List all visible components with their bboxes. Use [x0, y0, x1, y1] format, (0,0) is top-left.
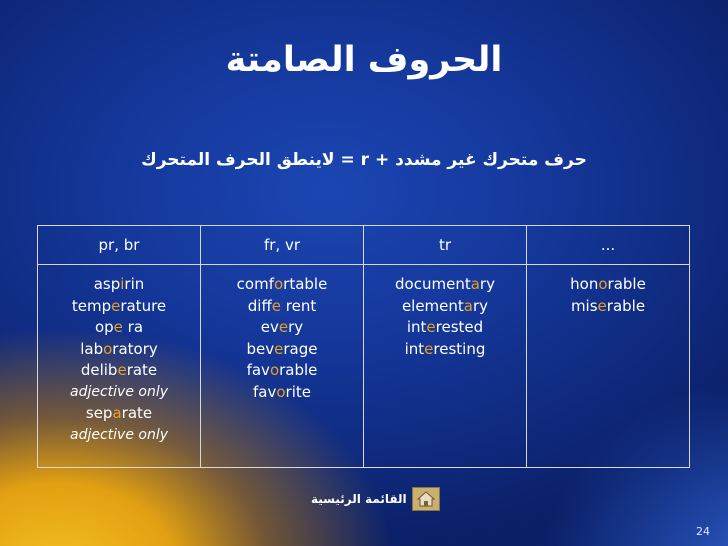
word-segment: rate: [121, 404, 153, 422]
home-icon: [417, 491, 435, 507]
word-segment: fav: [246, 361, 270, 379]
word-segment: delib: [80, 361, 118, 379]
word-segment: bev: [246, 339, 275, 358]
silent-vowel: a: [470, 275, 480, 293]
header-ellipsis: ...: [527, 226, 690, 265]
silent-vowel: e: [117, 361, 127, 379]
word-segment: ra: [122, 318, 144, 336]
table-row: [38, 265, 690, 468]
home-button[interactable]: [412, 487, 440, 511]
word-segment: rable: [279, 361, 318, 379]
example-word: [38, 339, 200, 361]
example-word: [527, 274, 689, 296]
word-segment: rtable: [283, 275, 328, 293]
word-segment: resting: [433, 339, 486, 358]
word-segment: ry: [473, 296, 489, 315]
silent-vowel: a: [112, 404, 122, 422]
example-word: [364, 274, 526, 296]
silent-vowel: e: [426, 318, 436, 336]
example-word: [364, 296, 526, 318]
silent-vowel: e: [278, 318, 289, 336]
silent-vowel: o: [276, 382, 286, 401]
silent-vowel: a: [463, 296, 473, 315]
example-word: [38, 403, 200, 425]
example-word: [201, 296, 363, 318]
word-segment: temp: [71, 296, 112, 315]
example-word: [364, 339, 526, 361]
column-tr-words: [364, 265, 527, 468]
rule-subtitle: حرف متحرك غير مشدد + r = لاينطق الحرف المتحرك: [141, 150, 587, 170]
example-word: [38, 296, 200, 318]
header-pr-br: pr, br: [38, 226, 201, 265]
example-word: [201, 360, 363, 382]
word-segment: rate: [126, 361, 158, 379]
silent-vowel: e: [424, 339, 434, 358]
silent-vowel: o: [273, 275, 284, 293]
word-segment: hon: [570, 275, 599, 293]
example-word: [527, 296, 689, 318]
header-tr: tr: [364, 226, 527, 265]
usage-note: adjective only: [69, 383, 168, 400]
example-word: [201, 317, 363, 339]
column-ellipsis-words: [527, 265, 690, 468]
word-segment: rested: [435, 318, 484, 336]
header-fr-vr: fr, vr: [201, 226, 364, 265]
word-segment: rent: [281, 296, 317, 315]
word-segment: document: [395, 275, 471, 293]
example-word: [201, 274, 363, 296]
word-segment: int: [406, 318, 427, 336]
example-word: [364, 317, 526, 339]
example-word: [201, 382, 363, 404]
silent-vowel: i: [120, 275, 125, 293]
silent-vowel: o: [269, 361, 280, 379]
column-pr-br-words: [38, 265, 201, 468]
silent-vowel: e: [113, 318, 123, 336]
silent-vowel: e: [111, 296, 121, 315]
consonant-table: [37, 225, 690, 468]
silent-vowel: o: [598, 275, 608, 293]
word-segment: rable: [607, 275, 646, 293]
silent-vowel: e: [597, 296, 607, 315]
main-menu-link[interactable]: [311, 487, 440, 511]
example-word: [201, 339, 363, 361]
word-segment: rage: [283, 339, 318, 358]
word-segment: element: [401, 296, 464, 315]
word-segment: ry: [479, 275, 495, 293]
word-segment: lab: [80, 339, 104, 358]
word-segment: mis: [570, 296, 598, 315]
example-word: [38, 360, 200, 382]
word-segment: sep: [85, 404, 113, 422]
example-word: [38, 317, 200, 339]
silent-vowel: e: [271, 296, 282, 315]
word-segment: rable: [606, 296, 646, 315]
column-fr-vr-words: [201, 265, 364, 468]
word-segment: rature: [120, 296, 167, 315]
silent-vowel: e: [274, 339, 284, 358]
word-segment: diff: [247, 296, 272, 315]
table-header-row: [38, 226, 690, 265]
word-segment: op: [94, 318, 114, 336]
slide-title: الحروف الصامتة: [225, 40, 503, 80]
example-word: [38, 274, 200, 296]
silent-vowel: o: [103, 339, 113, 358]
usage-note: adjective only: [69, 426, 168, 443]
word-segment: int: [404, 339, 425, 358]
word-segment: rin: [124, 275, 145, 293]
main-menu-label: القائمة الرئيسية: [311, 492, 407, 506]
page-number: 24: [696, 525, 710, 538]
word-segment: ratory: [112, 339, 158, 358]
word-segment: comf: [236, 275, 274, 293]
word-segment: fav: [253, 382, 277, 401]
word-segment: ev: [260, 318, 279, 336]
word-segment: asp: [93, 275, 121, 293]
word-segment: rite: [285, 382, 311, 401]
word-segment: ry: [288, 318, 304, 336]
